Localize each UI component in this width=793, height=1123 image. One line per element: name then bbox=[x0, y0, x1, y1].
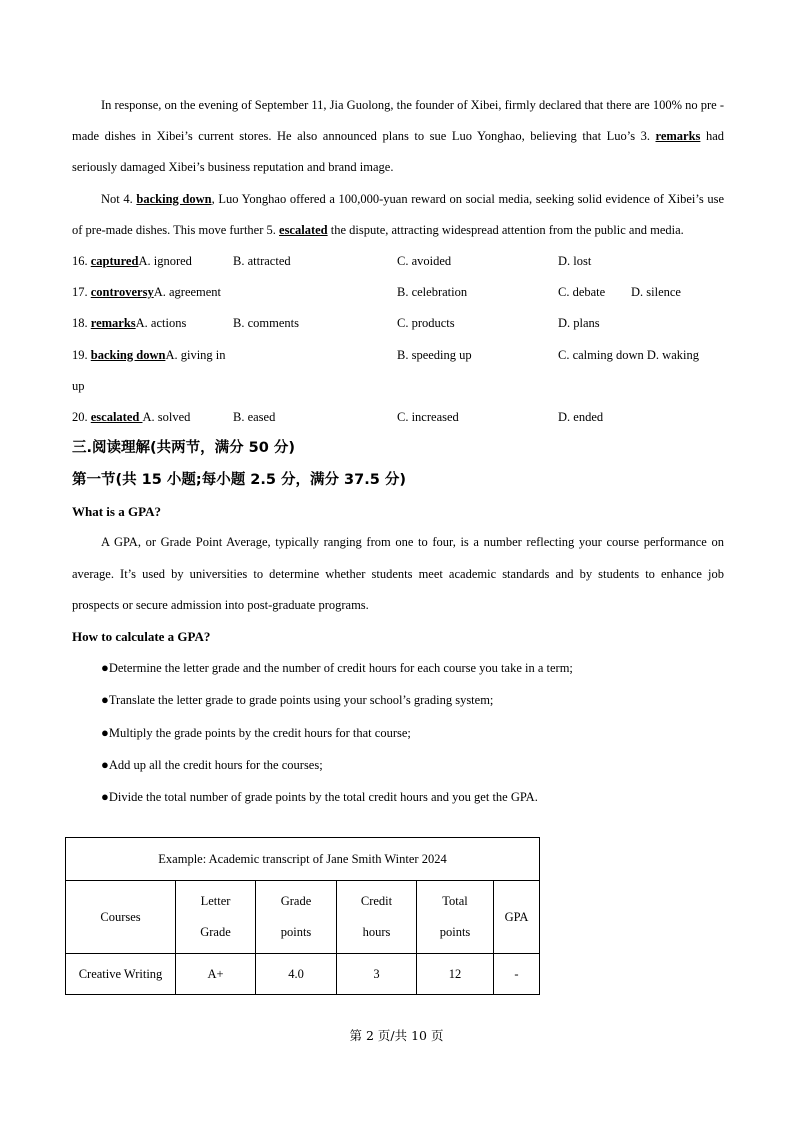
option-a: A. actions bbox=[135, 316, 187, 331]
header-gpa: GPA bbox=[494, 881, 540, 954]
table-header-row bbox=[66, 881, 540, 954]
gpa-heading: What is a GPA? bbox=[72, 504, 161, 520]
document-page bbox=[72, 90, 724, 813]
header-total-points: Total points bbox=[417, 881, 494, 954]
keyword-backing-down: backing down bbox=[136, 191, 212, 206]
header-letter-grade: Letter Grade bbox=[176, 881, 256, 954]
option-b: B. eased bbox=[233, 409, 276, 424]
question-number: 20. bbox=[72, 409, 91, 424]
option-c: C. debate bbox=[558, 285, 606, 300]
option-b: B. attracted bbox=[233, 254, 291, 269]
bullet-dot-icon: ● bbox=[101, 724, 109, 740]
option-c: C. calming down bbox=[558, 347, 644, 362]
page-footer: 第 2 页/共 10 页 bbox=[349, 1028, 444, 1043]
table-caption: Example: Academic transcript of Jane Smith Winter 2024 bbox=[66, 838, 540, 881]
option-b: B. celebration bbox=[397, 285, 468, 300]
question-keyword: escalated bbox=[90, 409, 143, 424]
gpa-intro: A GPA, or Grade Point Average, typically ranging from one to four, is a number reflecting your course performance on average. It’s used by universities to determine whether students meet academic standards and by students to enhance job prospects or secure admission into post-graduate programs. bbox=[72, 535, 724, 612]
list-item: ●Translate the letter grade to grade points using your school’s grading system; bbox=[101, 692, 494, 708]
gpa-how-heading: How to calculate a GPA? bbox=[72, 628, 211, 644]
question-20 bbox=[72, 402, 724, 433]
list-item: ●Divide the total number of grade points by the total credit hours and you get the GPA. bbox=[101, 788, 538, 804]
question-18 bbox=[72, 308, 724, 339]
option-b: B. comments bbox=[233, 316, 299, 331]
cell-total-points: 12 bbox=[417, 954, 494, 995]
option-c: C. increased bbox=[397, 409, 459, 424]
section-title: 三.阅读理解(共两节，满分 50 分) bbox=[72, 440, 296, 457]
gpa-steps-list bbox=[72, 652, 724, 813]
list-item: ●Add up all the credit hours for the courses; bbox=[101, 756, 323, 772]
keyword-remarks: remarks bbox=[655, 129, 701, 144]
table-caption-row bbox=[66, 838, 540, 881]
bullet-dot-icon: ● bbox=[101, 756, 109, 772]
list-item: ●Multiply the grade points by the credit hours for that course; bbox=[101, 724, 411, 740]
question-number: 19. bbox=[72, 347, 91, 362]
cell-letter-grade: A+ bbox=[176, 954, 256, 995]
option-c: C. products bbox=[397, 316, 455, 331]
transcript-table bbox=[65, 837, 540, 995]
question-19 bbox=[72, 340, 724, 371]
cell-gpa: - bbox=[494, 954, 540, 995]
option-a: A. agreement bbox=[153, 285, 222, 300]
cell-course: Creative Writing bbox=[66, 954, 176, 995]
question-keyword: backing down bbox=[90, 347, 166, 362]
option-d: D. silence bbox=[631, 285, 681, 300]
question-16 bbox=[72, 246, 724, 277]
header-credit-hours: Credit hours bbox=[337, 881, 417, 954]
section-subtitle: 第一节(共 15 小题;每小题 2.5 分，满分 37.5 分) bbox=[72, 471, 406, 488]
bullet-dot-icon: ● bbox=[101, 660, 109, 676]
question-number: 16. bbox=[72, 254, 91, 269]
option-c: C. avoided bbox=[397, 254, 452, 269]
option-b: B. speeding up bbox=[397, 347, 472, 362]
question-number: 18. bbox=[72, 316, 91, 331]
question-19-continuation: up bbox=[72, 378, 85, 393]
keyword-escalated: escalated bbox=[279, 222, 328, 237]
header-courses: Courses bbox=[66, 881, 176, 954]
option-a: A. giving in bbox=[165, 347, 226, 362]
option-d: D. lost bbox=[558, 254, 592, 269]
option-a: A. solved bbox=[142, 409, 191, 424]
bullet-dot-icon: ● bbox=[101, 692, 109, 708]
cell-grade-points: 4.0 bbox=[256, 954, 337, 995]
header-grade-points: Grade points bbox=[256, 881, 337, 954]
list-item: ●Determine the letter grade and the number of credit hours for each course you take in a term; bbox=[101, 660, 573, 676]
passage-paragraph-2: Not 4. backing down, Luo Yonghao offered a 100,000-yuan reward on social media, seeking solid evidence of Xibei’s use of pre-made dishes. This move further 5. escalated the dispute, attracting widespread attention from the public and media. bbox=[72, 191, 724, 237]
question-keyword: remarks bbox=[90, 316, 136, 331]
option-d: D. ended bbox=[558, 409, 604, 424]
question-keyword: controversy bbox=[90, 285, 154, 300]
question-keyword: captured bbox=[90, 254, 139, 269]
passage-paragraph-1: In response, on the evening of September 11, Jia Guolong, the founder of Xibei, firmly declared that there are 100% no pre -made dishes in Xibei’s current stores. He also announced plans to sue Luo Yonghao, believing that Luo’s 3. remarks had seriously damaged Xibei’s business reputation and brand image. bbox=[72, 98, 724, 175]
table-row bbox=[66, 954, 540, 995]
question-17 bbox=[72, 277, 724, 308]
question-number: 17. bbox=[72, 285, 91, 300]
option-d: D. waking bbox=[646, 347, 699, 362]
bullet-dot-icon: ● bbox=[101, 788, 109, 804]
cell-credit-hours: 3 bbox=[337, 954, 417, 995]
option-d: D. plans bbox=[558, 316, 600, 331]
option-a: A. ignored bbox=[138, 254, 192, 269]
